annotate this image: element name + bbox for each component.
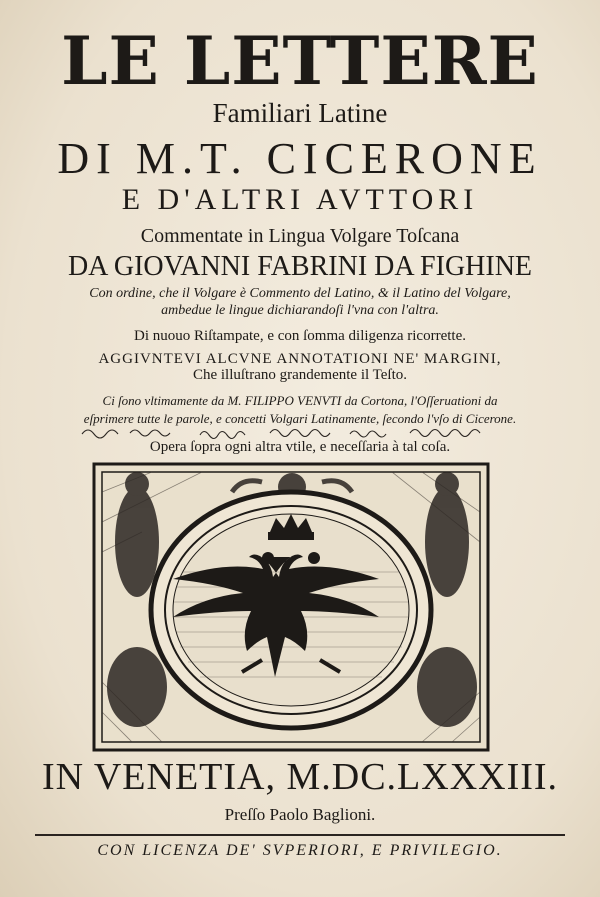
license-line: CON LICENZA DE' SVPERIORI, E PRIVILEGIO.	[97, 842, 503, 859]
imprint-printer: Preſſo Paolo Baglioni.	[224, 805, 376, 824]
venuti-line-1: Ci ſono vltimamente da M. FILIPPO VENVTI da Cortona, l'Oſſeruationi da	[102, 393, 498, 408]
order-line-1: Con ordine, che il Volgare è Commento del Latino, & il Latino del Volgare,	[89, 286, 511, 301]
annotations-line: AGGIVNTEVI ALCVNE ANNOTATIONI NE' MARGINI,	[98, 351, 502, 367]
commentary-line: Commentate in Lingua Volgare Toſcana	[140, 225, 460, 247]
utility-line: Opera ſopra ogni altra vtile, e neceſſaria à tal coſa.	[149, 439, 451, 455]
subtitle-familiari: Familiari Latine	[212, 98, 388, 128]
printer-mark-woodcut	[92, 462, 490, 752]
reprint-line: Di nuouo Riſtampate, e con ſomma diligenza ricorrette.	[134, 328, 466, 344]
other-authors-line: E D'ALTRI AVTTORI	[121, 183, 479, 216]
order-line-2: ambedue le lingue dichiarandoſi l'vna con l'altra.	[161, 303, 439, 318]
divider-rule	[35, 834, 565, 836]
imprint-place-date: IN VENETIA, M.DC.LXXXIII.	[41, 756, 559, 798]
commentator-line: DA GIOVANNI FABRINI DA FIGHINE	[67, 251, 533, 282]
author-line: DI M.T. CICERONE	[57, 134, 543, 183]
book-title: LE LETTERE	[61, 22, 539, 100]
annotations-line-2: Che illuſtrano grandemente il Teſto.	[192, 367, 408, 383]
venuti-line-2: eſprimere tutte le parole, e concetti Volgari Latinamente, ſecondo l'vſo di Cicerone.	[83, 411, 517, 426]
